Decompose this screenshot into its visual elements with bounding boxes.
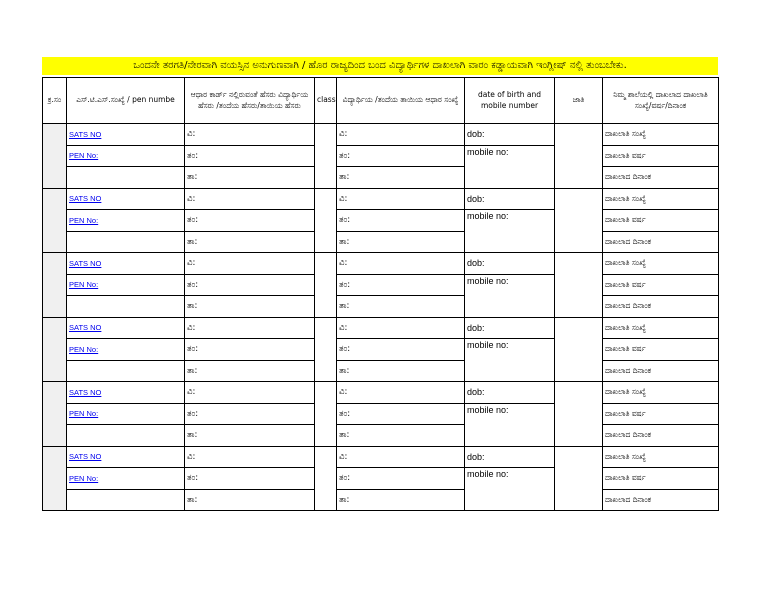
- mother-name-field[interactable]: ತಾ:: [185, 296, 315, 318]
- father-aadhaar-field[interactable]: ತಂ:: [337, 145, 465, 167]
- admission-year-field[interactable]: ದಾಖಲಾತಿ ವರ್ಷ: [603, 274, 719, 296]
- sats-no-link[interactable]: SATS NO: [69, 258, 102, 268]
- student-admission-table: [42, 77, 719, 511]
- dob-field[interactable]: dob:: [465, 253, 555, 275]
- admission-year-field[interactable]: ದಾಖಲಾತಿ ವರ್ಷ: [603, 468, 719, 490]
- admission-number-field[interactable]: ದಾಖಲಾತಿ ಸಂಖ್ಯೆ: [603, 382, 719, 404]
- table-row: [43, 360, 719, 382]
- pen-no-field[interactable]: [67, 274, 185, 296]
- student-aadhaar-field[interactable]: ವಿ:: [337, 382, 465, 404]
- blank-id-field[interactable]: [67, 296, 185, 318]
- table-row: [43, 210, 719, 232]
- class-field[interactable]: [315, 124, 337, 189]
- admission-number-field[interactable]: ದಾಖಲಾತಿ ಸಂಖ್ಯೆ: [603, 188, 719, 210]
- sl-no-cell[interactable]: [43, 253, 67, 318]
- pen-no-link[interactable]: PEN No:: [69, 280, 99, 290]
- dob-field[interactable]: dob:: [465, 382, 555, 404]
- pen-no-link[interactable]: PEN No:: [69, 344, 99, 354]
- table-row: [43, 468, 719, 490]
- mother-aadhaar-field[interactable]: ತಾ:: [337, 360, 465, 382]
- table-row: [43, 339, 719, 361]
- blank-id-field[interactable]: [67, 425, 185, 447]
- sats-no-link[interactable]: SATS NO: [69, 323, 102, 333]
- mobile-field[interactable]: mobile no:: [465, 403, 555, 446]
- mother-aadhaar-field[interactable]: ತಾ:: [337, 167, 465, 189]
- blank-id-field[interactable]: [67, 489, 185, 511]
- class-field[interactable]: [315, 253, 337, 318]
- header-sl-no: ಕ್ರ.ಸಂ: [43, 78, 67, 124]
- father-aadhaar-field[interactable]: ತಂ:: [337, 403, 465, 425]
- pen-no-field[interactable]: [67, 145, 185, 167]
- admission-date-field[interactable]: ದಾಖಲಾದ ದಿನಾಂಕ: [603, 489, 719, 511]
- student-aadhaar-field[interactable]: ವಿ:: [337, 124, 465, 146]
- pen-no-link[interactable]: PEN No:: [69, 215, 99, 225]
- table-row: [43, 188, 719, 210]
- mother-name-field[interactable]: ತಾ:: [185, 489, 315, 511]
- table-row: [43, 425, 719, 447]
- class-field[interactable]: [315, 317, 337, 382]
- caste-field[interactable]: [555, 317, 603, 382]
- mother-aadhaar-field[interactable]: ತಾ:: [337, 296, 465, 318]
- student-aadhaar-field[interactable]: ವಿ:: [337, 317, 465, 339]
- sats-no-link[interactable]: SATS NO: [69, 452, 102, 462]
- father-name-field[interactable]: ತಂ:: [185, 403, 315, 425]
- table-row: [43, 489, 719, 511]
- father-aadhaar-field[interactable]: ತಂ:: [337, 468, 465, 490]
- admission-number-field[interactable]: ದಾಖಲಾತಿ ಸಂಖ್ಯೆ: [603, 253, 719, 275]
- class-field[interactable]: [315, 188, 337, 253]
- mobile-field[interactable]: mobile no:: [465, 145, 555, 188]
- dob-field[interactable]: dob:: [465, 124, 555, 146]
- table-row: [43, 253, 719, 275]
- table-row: [43, 124, 719, 146]
- pen-no-link[interactable]: PEN No:: [69, 151, 99, 161]
- header-aadhaar-name: ಆಧಾರ ಕಾರ್ಡ್ ನಲ್ಲಿರುವಂತೆ ಹೆಸರು ವಿದ್ಯಾರ್ಥಿಯ ಹೆಸರು /ತಂದೆಯ ಹೆಸರು/ತಾಯಿಯ ಹೆಸರು: [185, 78, 315, 124]
- admission-year-field[interactable]: ದಾಖಲಾತಿ ವರ್ಷ: [603, 403, 719, 425]
- header-class: class: [315, 78, 337, 124]
- sl-no-cell[interactable]: [43, 446, 67, 511]
- student-name-field[interactable]: ವಿ:: [185, 382, 315, 404]
- table-row: [43, 167, 719, 189]
- caste-field[interactable]: [555, 188, 603, 253]
- mobile-field[interactable]: mobile no:: [465, 468, 555, 511]
- sats-no-field[interactable]: [67, 188, 185, 210]
- admission-year-field[interactable]: ದಾಖಲಾತಿ ವರ್ಷ: [603, 339, 719, 361]
- sats-no-field[interactable]: [67, 317, 185, 339]
- student-aadhaar-field[interactable]: ವಿ:: [337, 446, 465, 468]
- dob-field[interactable]: dob:: [465, 317, 555, 339]
- sats-no-field[interactable]: [67, 124, 185, 146]
- mother-aadhaar-field[interactable]: ತಾ:: [337, 489, 465, 511]
- sl-no-cell[interactable]: [43, 124, 67, 189]
- table-body: [43, 124, 719, 511]
- dob-field[interactable]: dob:: [465, 446, 555, 468]
- student-name-field[interactable]: ವಿ:: [185, 188, 315, 210]
- header-aadhaar-number: ವಿದ್ಯಾರ್ಥಿಯ /ತಂದೆಯ ತಾಯಿಯ ಆಧಾರ ಸಂಖ್ಯೆ: [337, 78, 465, 124]
- table-row: [43, 296, 719, 318]
- pen-no-field[interactable]: [67, 210, 185, 232]
- pen-no-field[interactable]: [67, 403, 185, 425]
- caste-field[interactable]: [555, 253, 603, 318]
- dob-field[interactable]: dob:: [465, 188, 555, 210]
- pen-no-link[interactable]: PEN No:: [69, 473, 99, 483]
- sl-no-cell[interactable]: [43, 382, 67, 447]
- sats-no-field[interactable]: [67, 446, 185, 468]
- caste-field[interactable]: [555, 446, 603, 511]
- admission-number-field[interactable]: ದಾಖಲಾತಿ ಸಂಖ್ಯೆ: [603, 317, 719, 339]
- admission-date-field[interactable]: ದಾಖಲಾದ ದಿನಾಂಕ: [603, 425, 719, 447]
- pen-no-field[interactable]: [67, 339, 185, 361]
- header-dob-mobile: date of birth and mobile number: [465, 78, 555, 124]
- mobile-field[interactable]: mobile no:: [465, 274, 555, 317]
- father-name-field[interactable]: ತಂ:: [185, 274, 315, 296]
- header-caste: ಜಾತಿ: [555, 78, 603, 124]
- admission-number-field[interactable]: ದಾಖಲಾತಿ ಸಂಖ್ಯೆ: [603, 124, 719, 146]
- sats-no-link[interactable]: SATS NO: [69, 387, 102, 397]
- sl-no-cell[interactable]: [43, 317, 67, 382]
- caste-field[interactable]: [555, 124, 603, 189]
- student-aadhaar-field[interactable]: ವಿ:: [337, 188, 465, 210]
- student-name-field[interactable]: ವಿ:: [185, 317, 315, 339]
- class-field[interactable]: [315, 382, 337, 447]
- mother-name-field[interactable]: ತಾ:: [185, 231, 315, 253]
- mother-aadhaar-field[interactable]: ತಾ:: [337, 425, 465, 447]
- admission-date-field[interactable]: ದಾಖಲಾದ ದಿನಾಂಕ: [603, 231, 719, 253]
- admission-date-field[interactable]: ದಾಖಲಾದ ದಿನಾಂಕ: [603, 296, 719, 318]
- table-row: [43, 231, 719, 253]
- table-row: [43, 403, 719, 425]
- header-row: [43, 78, 719, 124]
- table-row: [43, 274, 719, 296]
- father-aadhaar-field[interactable]: ತಂ:: [337, 274, 465, 296]
- pen-no-field[interactable]: [67, 468, 185, 490]
- father-name-field[interactable]: ತಂ:: [185, 468, 315, 490]
- blank-id-field[interactable]: [67, 360, 185, 382]
- student-name-field[interactable]: ವಿ:: [185, 446, 315, 468]
- admission-number-field[interactable]: ದಾಖಲಾತಿ ಸಂಖ್ಯೆ: [603, 446, 719, 468]
- table-row: [43, 145, 719, 167]
- header-admission: ನಿಮ್ಮ ಶಾಲೆಯಲ್ಲಿ ದಾಖಲಾದ ದಾಖಲಾತಿ ಸಂಖ್ಯೆ/ವರ್ಷ/ದಿನಾಂಕ: [603, 78, 719, 124]
- student-name-field[interactable]: ವಿ:: [185, 253, 315, 275]
- blank-id-field[interactable]: [67, 231, 185, 253]
- table-row: [43, 446, 719, 468]
- form-instruction-banner: ಒಂದನೇ ತರಗತಿ/ನೇರವಾಗಿ ವಯಸ್ಸಿನ ಅನುಗುಣವಾಗಿ / ಹೊರ ರಾಜ್ಯದಿಂದ ಬಂದ ವಿದ್ಯಾರ್ಥಿಗಳ ದಾಖಲಾಗಿ ವಾರಂ ಕಡ್ಡಾಯವಾಗಿ ಇಂಗ್ಲೀಷ್ ನಲ್ಲಿ ತುಂಬಬೇಕು.: [42, 57, 718, 75]
- sats-no-field[interactable]: [67, 253, 185, 275]
- sats-no-link[interactable]: SATS NO: [69, 194, 102, 204]
- father-name-field[interactable]: ತಂ:: [185, 145, 315, 167]
- mobile-field[interactable]: mobile no:: [465, 210, 555, 253]
- pen-no-link[interactable]: PEN No:: [69, 409, 99, 419]
- father-aadhaar-field[interactable]: ತಂ:: [337, 210, 465, 232]
- class-field[interactable]: [315, 446, 337, 511]
- table-row: [43, 317, 719, 339]
- admission-date-field[interactable]: ದಾಖಲಾದ ದಿನಾಂಕ: [603, 167, 719, 189]
- mother-name-field[interactable]: ತಾ:: [185, 167, 315, 189]
- student-name-field[interactable]: ವಿ:: [185, 124, 315, 146]
- student-aadhaar-field[interactable]: ವಿ:: [337, 253, 465, 275]
- header-sats-pen: ಎಸ್.ಟಿ.ಎಸ್.ಸಂಖ್ಯೆ / pen numbe: [67, 78, 185, 124]
- father-name-field[interactable]: ತಂ:: [185, 210, 315, 232]
- sl-no-cell[interactable]: [43, 188, 67, 253]
- admission-year-field[interactable]: ದಾಖಲಾತಿ ವರ್ಷ: [603, 210, 719, 232]
- mobile-field[interactable]: mobile no:: [465, 339, 555, 382]
- father-aadhaar-field[interactable]: ತಂ:: [337, 339, 465, 361]
- sats-no-link[interactable]: SATS NO: [69, 129, 102, 139]
- admission-date-field[interactable]: ದಾಖಲಾದ ದಿನಾಂಕ: [603, 360, 719, 382]
- table-row: [43, 382, 719, 404]
- sats-no-field[interactable]: [67, 382, 185, 404]
- mother-name-field[interactable]: ತಾ:: [185, 360, 315, 382]
- admission-year-field[interactable]: ದಾಖಲಾತಿ ವರ್ಷ: [603, 145, 719, 167]
- mother-aadhaar-field[interactable]: ತಾ:: [337, 231, 465, 253]
- father-name-field[interactable]: ತಂ:: [185, 339, 315, 361]
- mother-name-field[interactable]: ತಾ:: [185, 425, 315, 447]
- blank-id-field[interactable]: [67, 167, 185, 189]
- caste-field[interactable]: [555, 382, 603, 447]
